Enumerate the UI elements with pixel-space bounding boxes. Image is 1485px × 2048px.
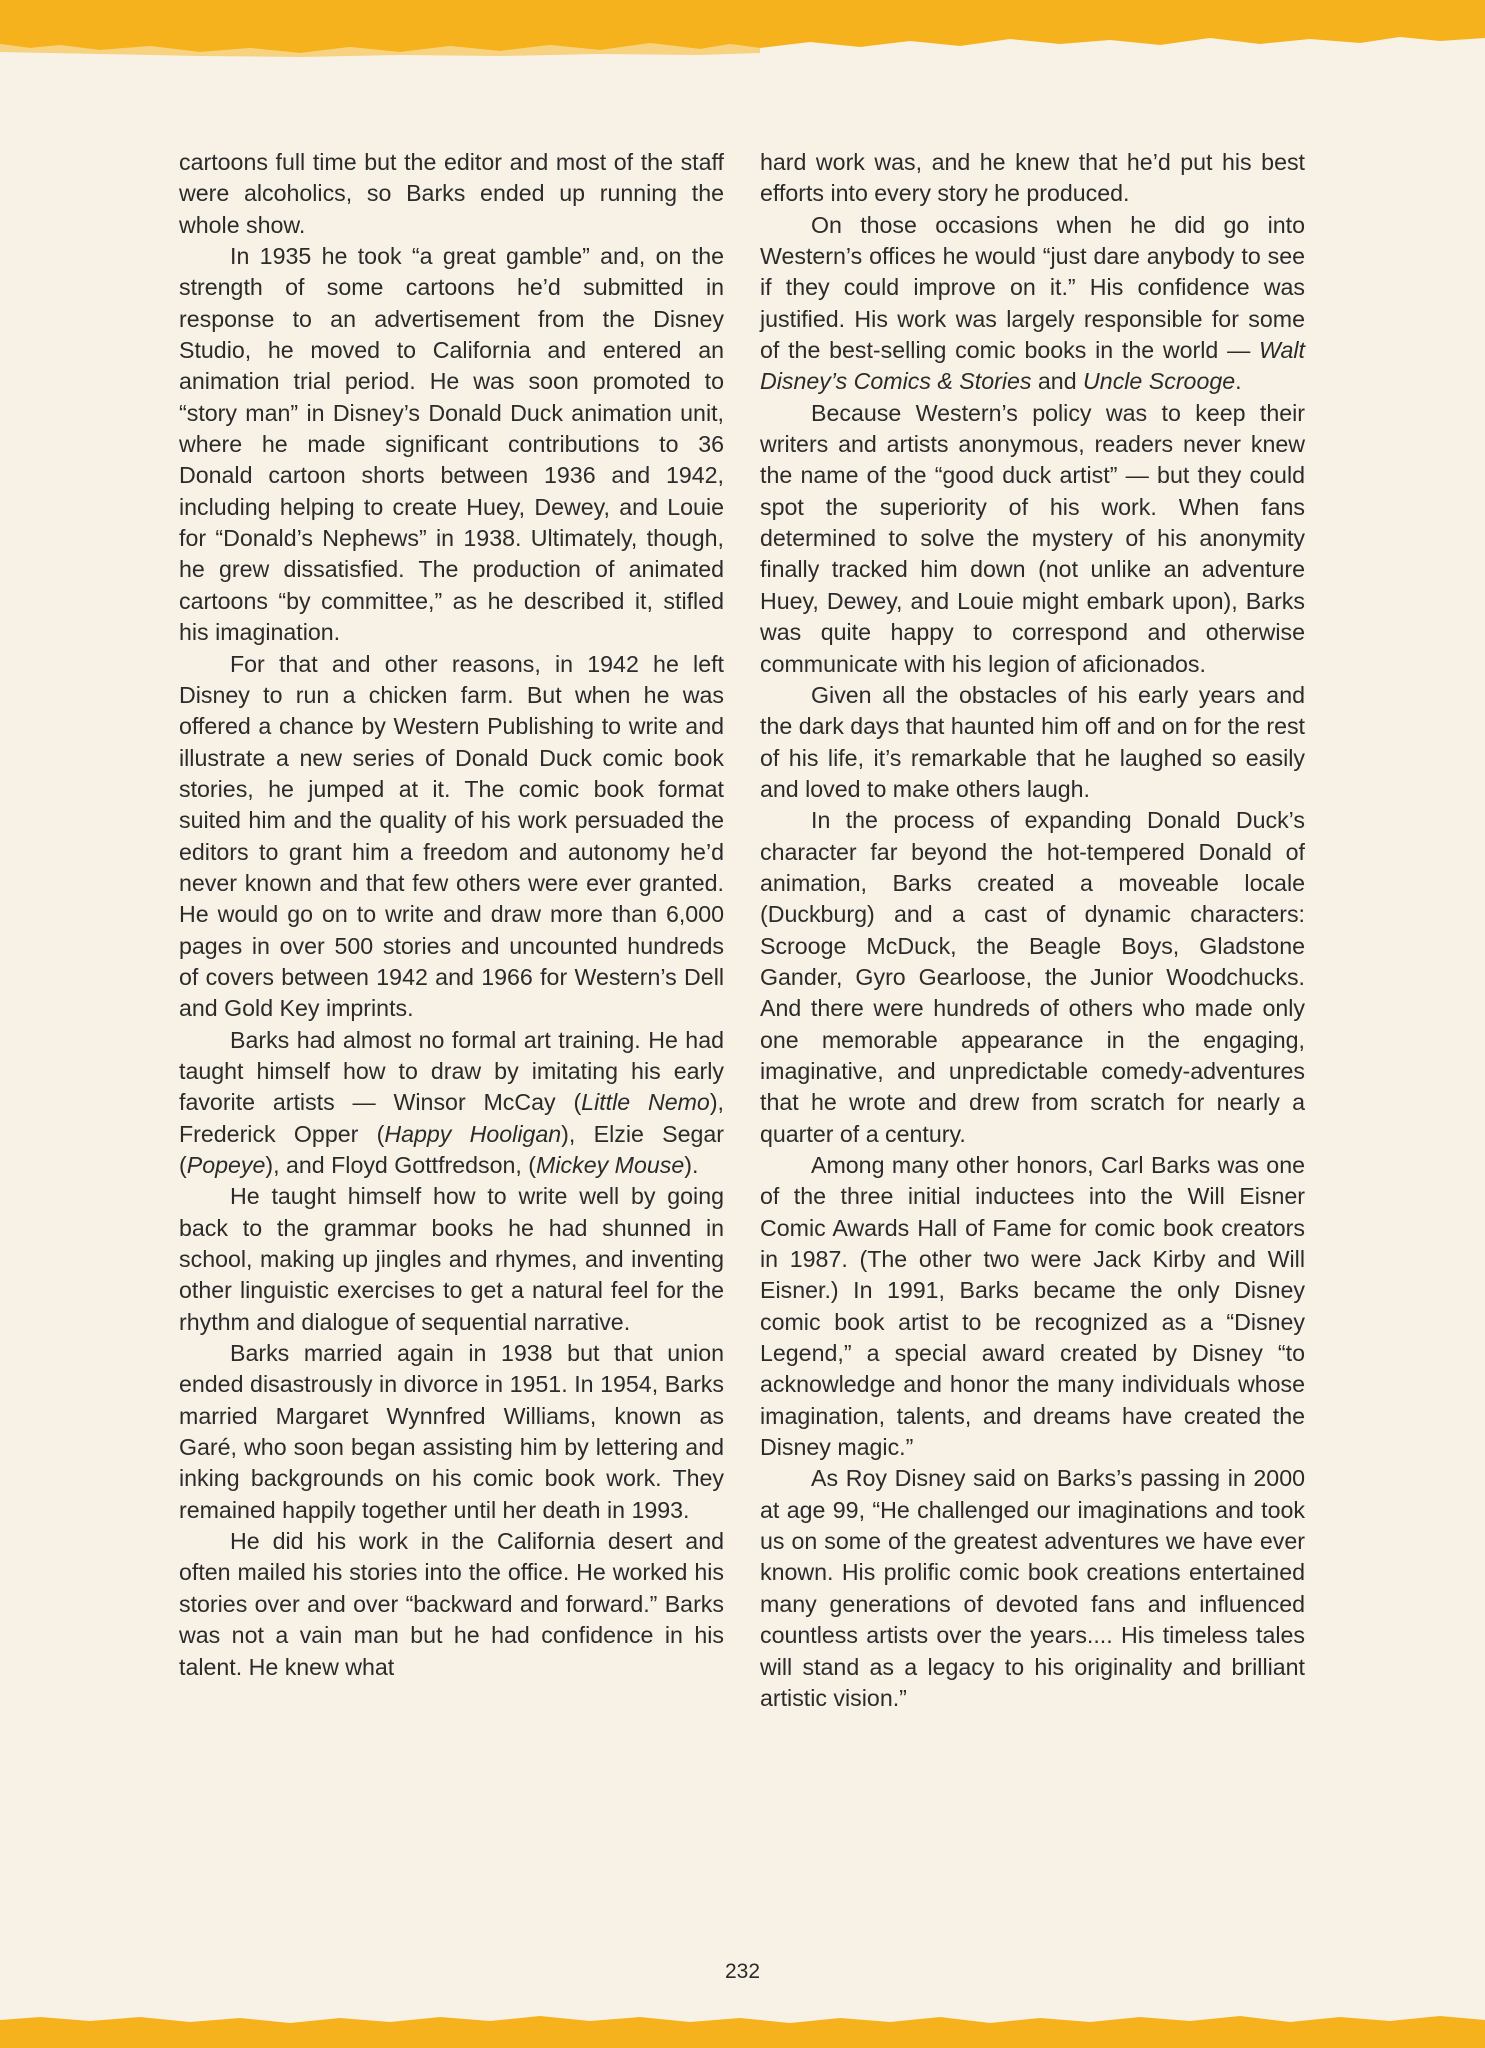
paragraph [179,649,724,1025]
paragraph-text: On those occasions when he did go into Western’s offices he would “just dare anybody to see if they could improve on it.” His confidence was justified. His work was largely responsible for some of the best-selling comic books in the world — [760,211,1305,364]
paragraph-text: He did his work in the California desert and often mailed his stories into the office. He worked his stories over and over “backward and forward.” Barks was not a vain man but he had confidence in his talent. He knew what [179,1528,724,1680]
page-number: 232 [724,1960,761,1983]
left-text-column [179,147,724,1683]
paragraph [179,1181,724,1338]
paragraph-text: He taught himself how to write well by going back to the grammar books he had shunned in school, making up jingles and rhymes, and inventing other linguistic exercises to get a natural feel for the rhythm and dialogue of sequential narrative. [179,1183,724,1335]
paragraph-text: Barks married again in 1938 but that union ended disastrously in divorce in 1951. In 1954, Barks married Margaret Wynnfred Williams, known as Garé, who soon began assisting him by lettering and inking backgrounds on his comic book work. They remained happily together until her death in 1993. [179,1340,724,1523]
italic-title: Popeye [186,1152,266,1178]
paragraph-text: and [1031,368,1084,395]
paragraph-text: . [1235,368,1242,395]
paragraph [179,1025,724,1182]
paragraph [760,805,1305,1150]
bottom-decorative-band [0,2008,1485,2048]
paragraph [760,210,1305,398]
paragraph-text: Because Western’s policy was to keep their writers and artists anonymous, readers never knew the name of the “good duck artist” — but they could spot the superiority of his work. When fans determined to solve the mystery of his anonymity finally tracked him down (not unlike an adventure Huey, Dewey, and Louie might embark upon), Barks was quite happy to correspond and otherwise communicate with his legion of aficionados. [760,399,1305,677]
right-text-column [760,147,1305,1714]
italic-title: Uncle Scrooge [1083,368,1236,395]
paragraph [179,147,724,241]
paragraph-text: ), Frederick Opper ( [179,1089,724,1147]
paragraph-text: Among many other honors, Carl Barks was one of the three initial inductees into the Will Eisner Comic Awards Hall of Fame for comic book creators in 1987. (The other two were Jack Kirby and Will Eisner.) In 1991, Barks became the only Disney comic book artist to be recognized as a “Disney Legend,” a special award created by Disney “to acknowledge and honor the many individuals whose imagination, talents, and dreams have created the Disney magic.” [760,1152,1305,1461]
paragraph-text: ), and Floyd Gottfredson, ( [265,1152,537,1178]
paragraph [760,398,1305,680]
paragraph-text: In 1935 he took “a great gamble” and, on the strength of some cartoons he’d submitted in response to an advertisement from the Disney Studio, he moved to California and entered an animation trial period. He was soon promoted to “story man” in Disney’s Donald Duck animation unit, where he made significant contributions to 36 Donald cartoon shorts between 1936 and 1942, including helping to create Huey, Dewey, and Louie for “Donald’s Nephews” in 1938. Ultimately, though, he grew dissatisfied. The production of animated cartoons “by committee,” as he described it, stifled his imagination. [179,243,724,646]
paragraph-text: For that and other reasons, in 1942 he left Disney to run a chicken farm. But when he was offered a chance by Western Publishing to write and illustrate a new series of Donald Duck comic book stories, he jumped at it. The comic book format suited him and the quality of his work persuaded the editors to grant him a freedom and autonomy he’d never known and that few others were ever granted. He would go on to write and draw more than 6,000 pages in over 500 stories and uncounted hundreds of covers between 1942 and 1966 for Western’s Dell and Gold Key imprints. [179,650,724,1022]
paragraph-text: Given all the obstacles of his early years and the dark days that haunted him off and on for the rest of his life, it’s remarkable that he laughed so easily and loved to make others laugh. [760,681,1305,802]
paragraph-text: ), Elzie Segar ( [179,1120,725,1178]
paragraph [179,1526,724,1683]
paragraph [760,147,1305,210]
italic-title: Walt Disney’s Comics & Stories [760,337,1305,395]
paragraph-text: ). [684,1152,699,1178]
paragraph-text: As Roy Disney said on Barks’s passing in 2000 at age 99, “He challenged our imaginations and took us on some of the greatest adventures we have ever known. His prolific comic book creations entertained many generations of devoted fans and influenced countless artists over the years.... His timeless tales will stand as a legacy to his originality and brilliant artistic vision.” [760,1465,1305,1711]
paragraph [179,1338,724,1526]
paragraph-text: hard work was, and he knew that he’d put his best efforts into every story he produced. [760,149,1305,207]
italic-title: Happy Hooligan [384,1120,562,1147]
paragraph-text: In the process of expanding Donald Duck’s character far beyond the hot-tempered Donald of animation, Barks created a moveable locale (Duckburg) and a cast of dynamic characters: Scrooge McDuck, the Beagle Boys, Gladstone Gander, Gyro Gearloose, the Junior Woodchucks. And there were hundreds of others who made only one memorable appearance in the engaging, imaginative, and unpredictable comedy-adventures that he wrote and drew from scratch for nearly a quarter of a century. [760,807,1305,1147]
paragraph [760,680,1305,805]
paragraph [179,241,724,648]
top-decorative-band [0,0,1485,62]
paragraph [760,1463,1305,1714]
italic-title: Mickey Mouse [536,1152,685,1178]
paragraph-text: cartoons full time but the editor and most of the staff were alcoholics, so Barks ended up running the whole show. [179,149,724,238]
italic-title: Little Nemo [581,1089,710,1116]
paragraph [760,1150,1305,1463]
paragraph-text: Barks had almost no formal art training. He had taught himself how to draw by imitating his early favorite artists — Winsor McCay ( [179,1026,724,1116]
